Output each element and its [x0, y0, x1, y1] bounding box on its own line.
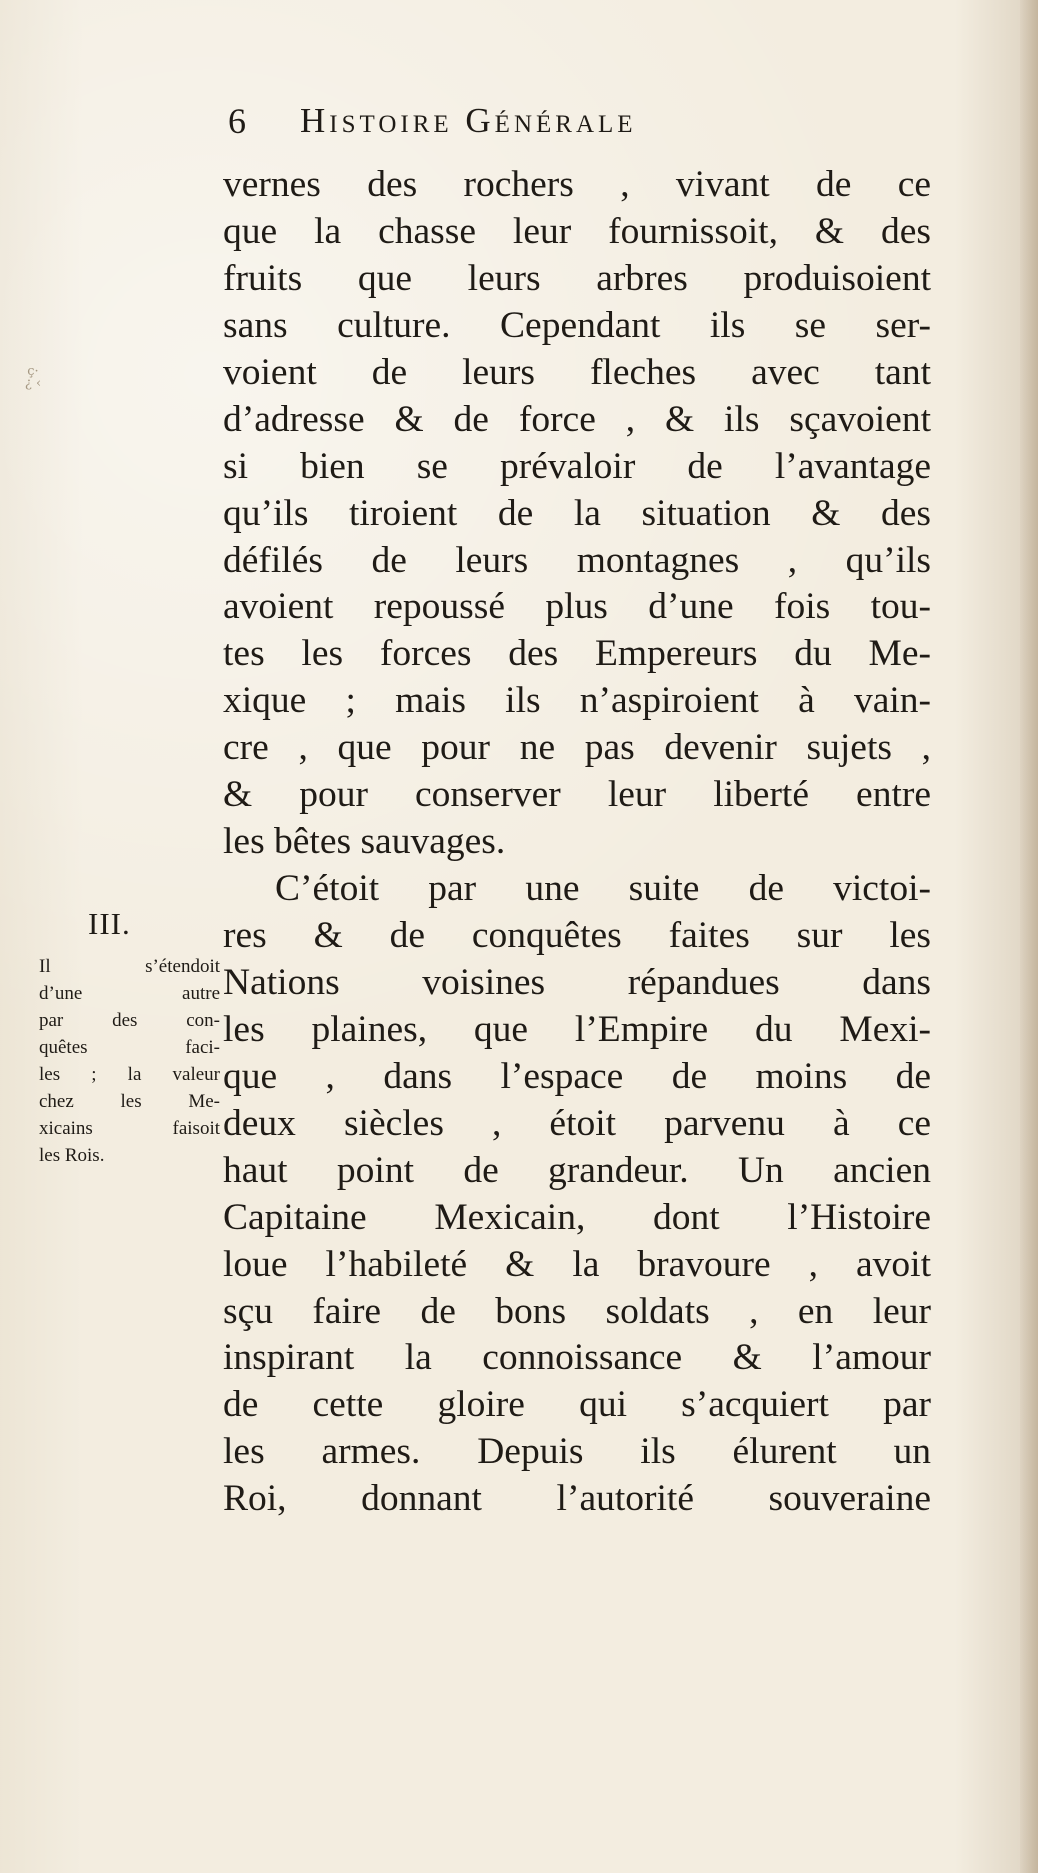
text-line: fruits que leurs arbres produisoient — [223, 257, 931, 299]
page-edge-shadow — [1020, 0, 1038, 1873]
margin-note-line: les Rois. — [39, 1145, 105, 1166]
text-line: de cette gloire qui s’acquiert par — [223, 1384, 931, 1426]
page-number: 6 — [228, 101, 247, 141]
text-line: les bêtes sauvages. — [223, 821, 506, 863]
text-line: que , dans l’espace de moins de — [223, 1055, 931, 1097]
text-line: vernes des rochers , vivant de ce — [223, 164, 931, 205]
text-line: voient de leurs fleches avec tant — [223, 351, 931, 393]
text-line: Nations voisines répandues dans — [223, 961, 931, 1003]
text-line: xique ; mais ils n’aspiroient à vain- — [223, 680, 931, 722]
text-line: deux siècles , étoit parvenu à ce — [223, 1102, 931, 1144]
text-line: défilés de leurs montagnes , qu’ils — [223, 539, 931, 581]
text-line: avoient repoussé plus d’une fois tou- — [223, 586, 931, 628]
margin-note-line: xicains faisoit — [39, 1118, 220, 1139]
text-line: si bien se prévaloir de l’avantage — [223, 445, 931, 487]
text-line: les plaines, que l’Empire du Mexi- — [223, 1008, 931, 1050]
text-line: Capitaine Mexicain, dont l’Histoire — [223, 1196, 931, 1238]
margin-mark: ç· ¿ ‹ — [24, 364, 42, 391]
text-line: que la chasse leur fournissoit, & des — [223, 210, 931, 252]
text-line: cre , que pour ne pas devenir sujets , — [223, 727, 931, 769]
text-line: tes les forces des Empereurs du Me- — [223, 633, 931, 675]
text-line: Roi, donnant l’autorité souveraine — [223, 1478, 931, 1520]
running-header — [228, 103, 868, 155]
running-title: Histoire Générale — [300, 101, 637, 140]
text-line: res & de conquêtes faites sur les — [223, 915, 931, 956]
text-line: & pour conserver leur liberté entre — [223, 774, 931, 816]
margin-note-line: quêtes faci- — [39, 1037, 220, 1058]
text-line: qu’ils tiroient de la situation & des — [223, 492, 931, 534]
text-line: d’adresse & de force , & ils sçavoient — [223, 398, 931, 440]
margin-note-line: les ; la valeur — [39, 1064, 220, 1085]
margin-note-line: d’une autre — [39, 983, 220, 1004]
text-line: loue l’habileté & la bravoure , avoit — [223, 1243, 931, 1285]
text-line: haut point de grandeur. Un ancien — [223, 1149, 931, 1191]
margin-note-line: chez les Me- — [39, 1091, 220, 1112]
text-line: les armes. Depuis ils élurent un — [223, 1431, 931, 1473]
margin-note-line: par des con- — [39, 1010, 220, 1031]
section-number: III. — [88, 906, 131, 941]
margin-note-line: Il s’étendoit — [39, 956, 220, 977]
text-line: sans culture. Cependant ils se ser- — [223, 304, 931, 346]
text-line: inspirant la connoissance & l’amour — [223, 1337, 931, 1379]
text-line: C’étoit par une suite de victoi- — [275, 868, 931, 910]
text-line: sçu faire de bons soldats , en leur — [223, 1290, 931, 1332]
margin-note — [39, 953, 220, 1169]
main-text-block — [223, 162, 931, 1523]
